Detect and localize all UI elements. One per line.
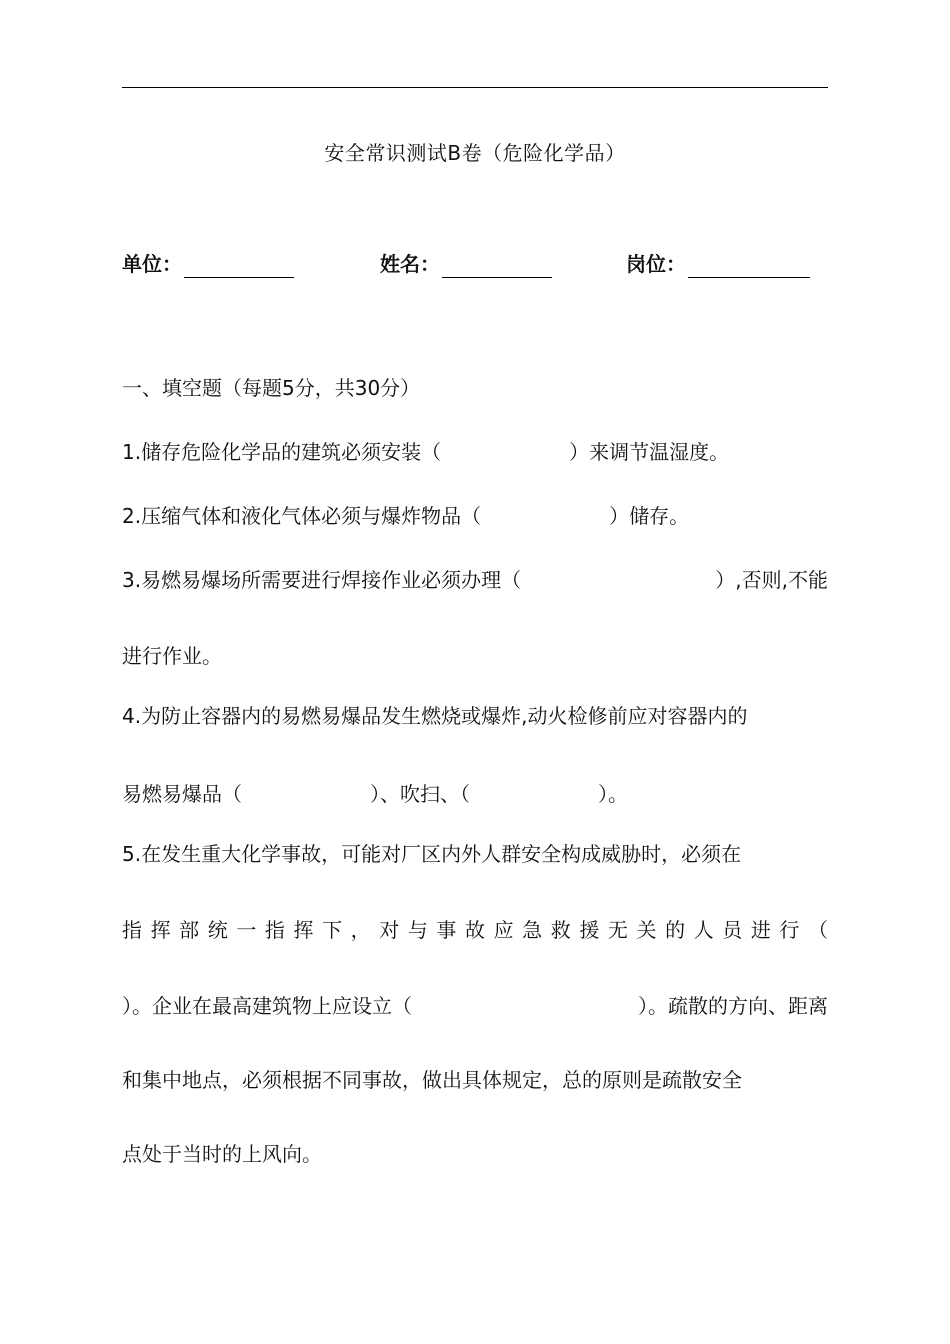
q2-text-before: 2.压缩气体和液化气体必须与爆炸物品（ <box>122 504 482 528</box>
name-label: 姓名： <box>380 252 440 276</box>
question-5-line-5: 点处于当时的上风向。 <box>122 1142 322 1166</box>
unit-label: 单位： <box>122 252 182 276</box>
question-3-line-1 <box>122 566 828 594</box>
question-3-line-2: 进行作业。 <box>122 644 222 668</box>
post-label: 岗位： <box>626 252 686 276</box>
q1-text-after: ）来调节温湿度。 <box>569 440 730 464</box>
top-rule <box>122 87 828 88</box>
name-blank[interactable] <box>442 255 552 278</box>
name-field <box>380 250 552 278</box>
q4-text-b: ）、吹扫、（ <box>370 782 470 806</box>
post-field <box>626 250 810 278</box>
unit-blank[interactable] <box>184 255 294 278</box>
question-5-line-1: 5.在发生重大化学事故，可能对厂区内外人群安全构成威胁时，必须在 <box>122 842 742 866</box>
q4-text-c: ）。 <box>598 782 628 806</box>
q3-text-before: 3.易燃易爆场所需要进行焊接作业必须办理（ <box>122 568 522 592</box>
question-5-line-2: 指挥部统一指挥下，对与事故应急救援无关的人员进行（ <box>122 918 828 942</box>
q5-text-b: ）。疏散的方向、距离 <box>638 994 828 1018</box>
q3-answer-blank[interactable] <box>558 566 678 594</box>
q1-text-before: 1.储存危险化学品的建筑必须安装（ <box>122 440 442 464</box>
info-row <box>0 250 950 280</box>
q2-text-after: ）储存。 <box>609 504 690 528</box>
question-4-line-1: 4.为防止容器内的易燃易爆品发生燃烧或爆炸,动火检修前应对容器内的 <box>122 704 748 728</box>
question-2 <box>122 502 689 530</box>
question-4-line-2 <box>122 780 628 808</box>
question-1 <box>122 438 729 466</box>
q5-text-a: ）。企业在最高建筑物上应设立（ <box>122 994 412 1018</box>
section-title: 一、填空题（每题5分，共30分） <box>122 376 421 400</box>
page-title: 安全常识测试B卷（危险化学品） <box>324 141 626 165</box>
question-5-line-3 <box>122 992 828 1020</box>
q4-text-a: 易燃易爆品（ <box>122 782 242 806</box>
unit-field <box>122 250 294 278</box>
q5-answer-blank-2[interactable] <box>465 992 585 1020</box>
q3-text-after: ）,否则,不能 <box>715 568 828 592</box>
question-5-line-4: 和集中地点，必须根据不同事故，做出具体规定，总的原则是疏散安全 <box>122 1068 742 1092</box>
post-blank[interactable] <box>688 255 810 278</box>
